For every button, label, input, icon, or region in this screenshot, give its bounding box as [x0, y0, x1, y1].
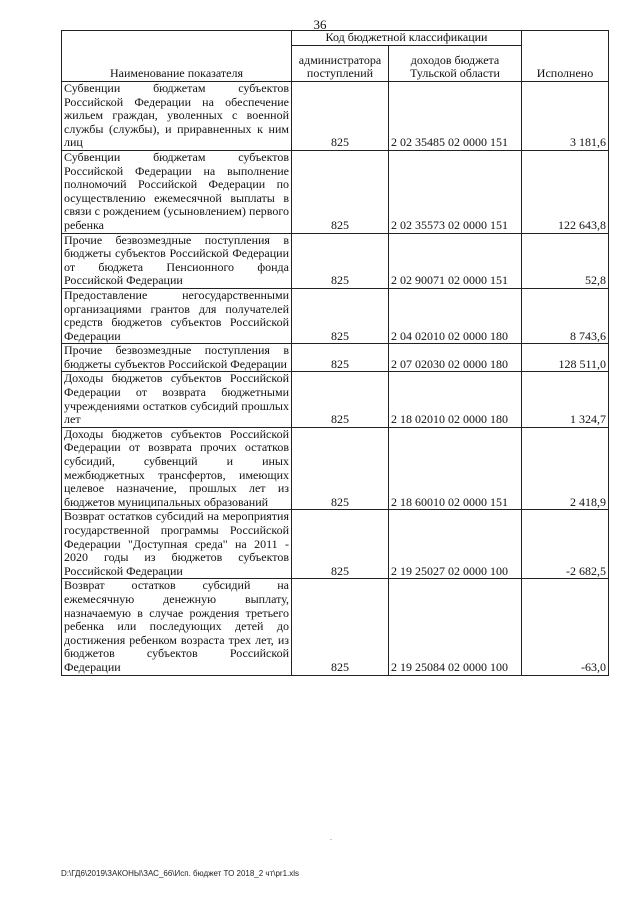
row-budget-code: 2 02 90071 02 0000 151 — [389, 233, 522, 288]
row-budget-code: 2 18 02010 02 0000 180 — [389, 372, 522, 427]
table-row — [62, 344, 609, 372]
row-budget-code: 2 04 02010 02 0000 180 — [389, 288, 522, 343]
row-admin-code: 825 — [292, 150, 389, 233]
row-budget-code: 2 18 60010 02 0000 151 — [389, 427, 522, 510]
row-amount: -63,0 — [522, 579, 609, 675]
table-row — [62, 372, 609, 427]
row-name: Прочие безвозмездные поступления в бюджеты субъектов Российской Федерации от бюджета Пенсионного фонда Российской Федерации — [62, 233, 292, 288]
row-admin-code: 825 — [292, 233, 389, 288]
row-amount: 8 743,6 — [522, 288, 609, 343]
file-path-footer: D:\ГД6\2019\ЗАКОНЫ\ЗАС_66\Исп. бюджет ТО 2018_2 чт\pr1.xls — [61, 869, 300, 878]
row-amount: 128 511,0 — [522, 344, 609, 372]
row-amount: 2 418,9 — [522, 427, 609, 510]
table-row — [62, 82, 609, 151]
table-row — [62, 150, 609, 233]
row-name: Предоставление негосударственными организациями грантов для получателей средств бюджетов субъектов Российской Федерации — [62, 288, 292, 343]
header-name: Наименование показателя — [62, 31, 292, 82]
row-budget-code: 2 19 25084 02 0000 100 — [389, 579, 522, 675]
bottom-mark: . — [330, 833, 332, 842]
row-budget-code: 2 07 02030 02 0000 180 — [389, 344, 522, 372]
row-amount: 3 181,6 — [522, 82, 609, 151]
budget-table — [61, 30, 609, 676]
row-name: Доходы бюджетов субъектов Российской Федерации от возврата бюджетными учреждениями остатков субсидий прошлых лет — [62, 372, 292, 427]
row-admin-code: 825 — [292, 427, 389, 510]
table-row — [62, 510, 609, 579]
header-executed: Исполнено — [522, 31, 609, 82]
row-admin-code: 825 — [292, 372, 389, 427]
row-admin-code: 825 — [292, 82, 389, 151]
row-name: Прочие безвозмездные поступления в бюджеты субъектов Российской Федерации — [62, 344, 292, 372]
table-row — [62, 579, 609, 675]
header-admin: администратора поступлений — [292, 46, 389, 82]
header-row — [62, 31, 609, 46]
row-admin-code: 825 — [292, 344, 389, 372]
row-name: Возврат остатков субсидий на мероприятия государственной программы Российской Федерации "Доступная среда" на 2011 - 2020 годы из бюджетов субъектов Российской Федерации — [62, 510, 292, 579]
page-number: 36 — [313, 17, 327, 32]
row-admin-code: 825 — [292, 510, 389, 579]
row-admin-code: 825 — [292, 288, 389, 343]
table-row — [62, 288, 609, 343]
row-amount: -2 682,5 — [522, 510, 609, 579]
row-name: Субвенции бюджетам субъектов Российской Федерации на выполнение полномочий Российской Федерации по осуществлению ежемесячной выплаты в связи с рождением (усыновлением) первого ребенка — [62, 150, 292, 233]
table-row — [62, 427, 609, 510]
row-amount: 52,8 — [522, 233, 609, 288]
header-income: доходов бюджета Тульской области — [389, 46, 522, 82]
header-code-group: Код бюджетной классификации — [292, 31, 522, 46]
table-row — [62, 233, 609, 288]
table-body — [62, 82, 609, 676]
row-name: Возврат остатков субсидий на ежемесячную денежную выплату, назначаемую в случае рождения третьего ребенка или последующих детей до достижения ребенком возраста трех лет, из бюджетов субъектов Российской Федерации — [62, 579, 292, 675]
row-budget-code: 2 19 25027 02 0000 100 — [389, 510, 522, 579]
row-budget-code: 2 02 35573 02 0000 151 — [389, 150, 522, 233]
row-amount: 1 324,7 — [522, 372, 609, 427]
row-budget-code: 2 02 35485 02 0000 151 — [389, 82, 522, 151]
row-amount: 122 643,8 — [522, 150, 609, 233]
row-name: Доходы бюджетов субъектов Российской Федерации от возврата прочих остатков субсидий, субвенций и иных межбюджетных трансфертов, имеющих целевое назначение, прошлых лет из бюджетов муниципальных образований — [62, 427, 292, 510]
row-admin-code: 825 — [292, 579, 389, 675]
row-name: Субвенции бюджетам субъектов Российской Федерации на обеспечение жильем граждан, уволенных с военной службы (службы), и приравненных к ним лиц — [62, 82, 292, 151]
